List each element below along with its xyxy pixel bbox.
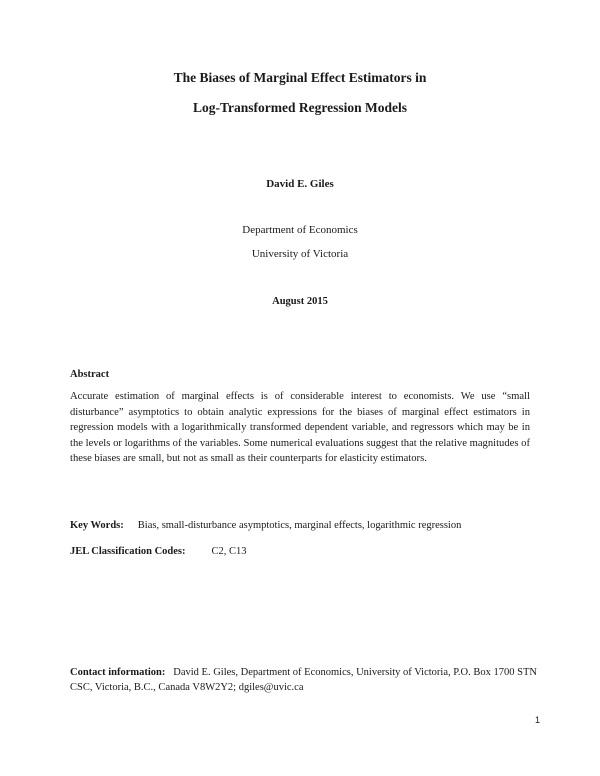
publication-date: August 2015 (272, 296, 328, 307)
jel-codes-row (70, 546, 247, 557)
page-number: 1 (534, 715, 540, 725)
contact-text: David E. Giles, Department of Economics, University of Victoria, P.O. Box 1700 STN CSC, Victoria, B.C., Canada V8W2Y2; dgiles@uvic.ca (70, 667, 537, 693)
contact-label: Contact information: (70, 667, 166, 678)
paper-title-line-2: Log-Transformed Regression Models (193, 100, 407, 115)
contact-information (70, 665, 540, 695)
jel-codes-value: C2, C13 (211, 546, 247, 557)
keywords-label: Key Words: (70, 520, 124, 531)
author-name: David E. Giles (266, 178, 334, 190)
affiliation-department: Department of Economics (242, 224, 358, 236)
affiliation-university: University of Victoria (251, 248, 349, 260)
paper-title-line-1: The Biases of Marginal Effect Estimators in (173, 70, 427, 85)
keywords-value: Bias, small-disturbance asymptotics, marginal effects, logarithmic regression (137, 520, 462, 531)
abstract-heading: Abstract (70, 369, 110, 380)
keywords-row (70, 520, 461, 531)
abstract-body: Accurate estimation of marginal effects is of considerable interest to economists. We use “small disturbance” asymptotics to obtain analytic expressions for the biases of marginal effect estimators in regression models with a logarithmically transformed dependent variable, and regressors which may be in the levels or logarithms of the variables. Some numerical evaluations suggest that the relative magnitudes of these biases are small, but not as small as their counterparts for elasticity estimators. (70, 391, 530, 465)
jel-codes-label: JEL Classification Codes: (70, 546, 186, 557)
